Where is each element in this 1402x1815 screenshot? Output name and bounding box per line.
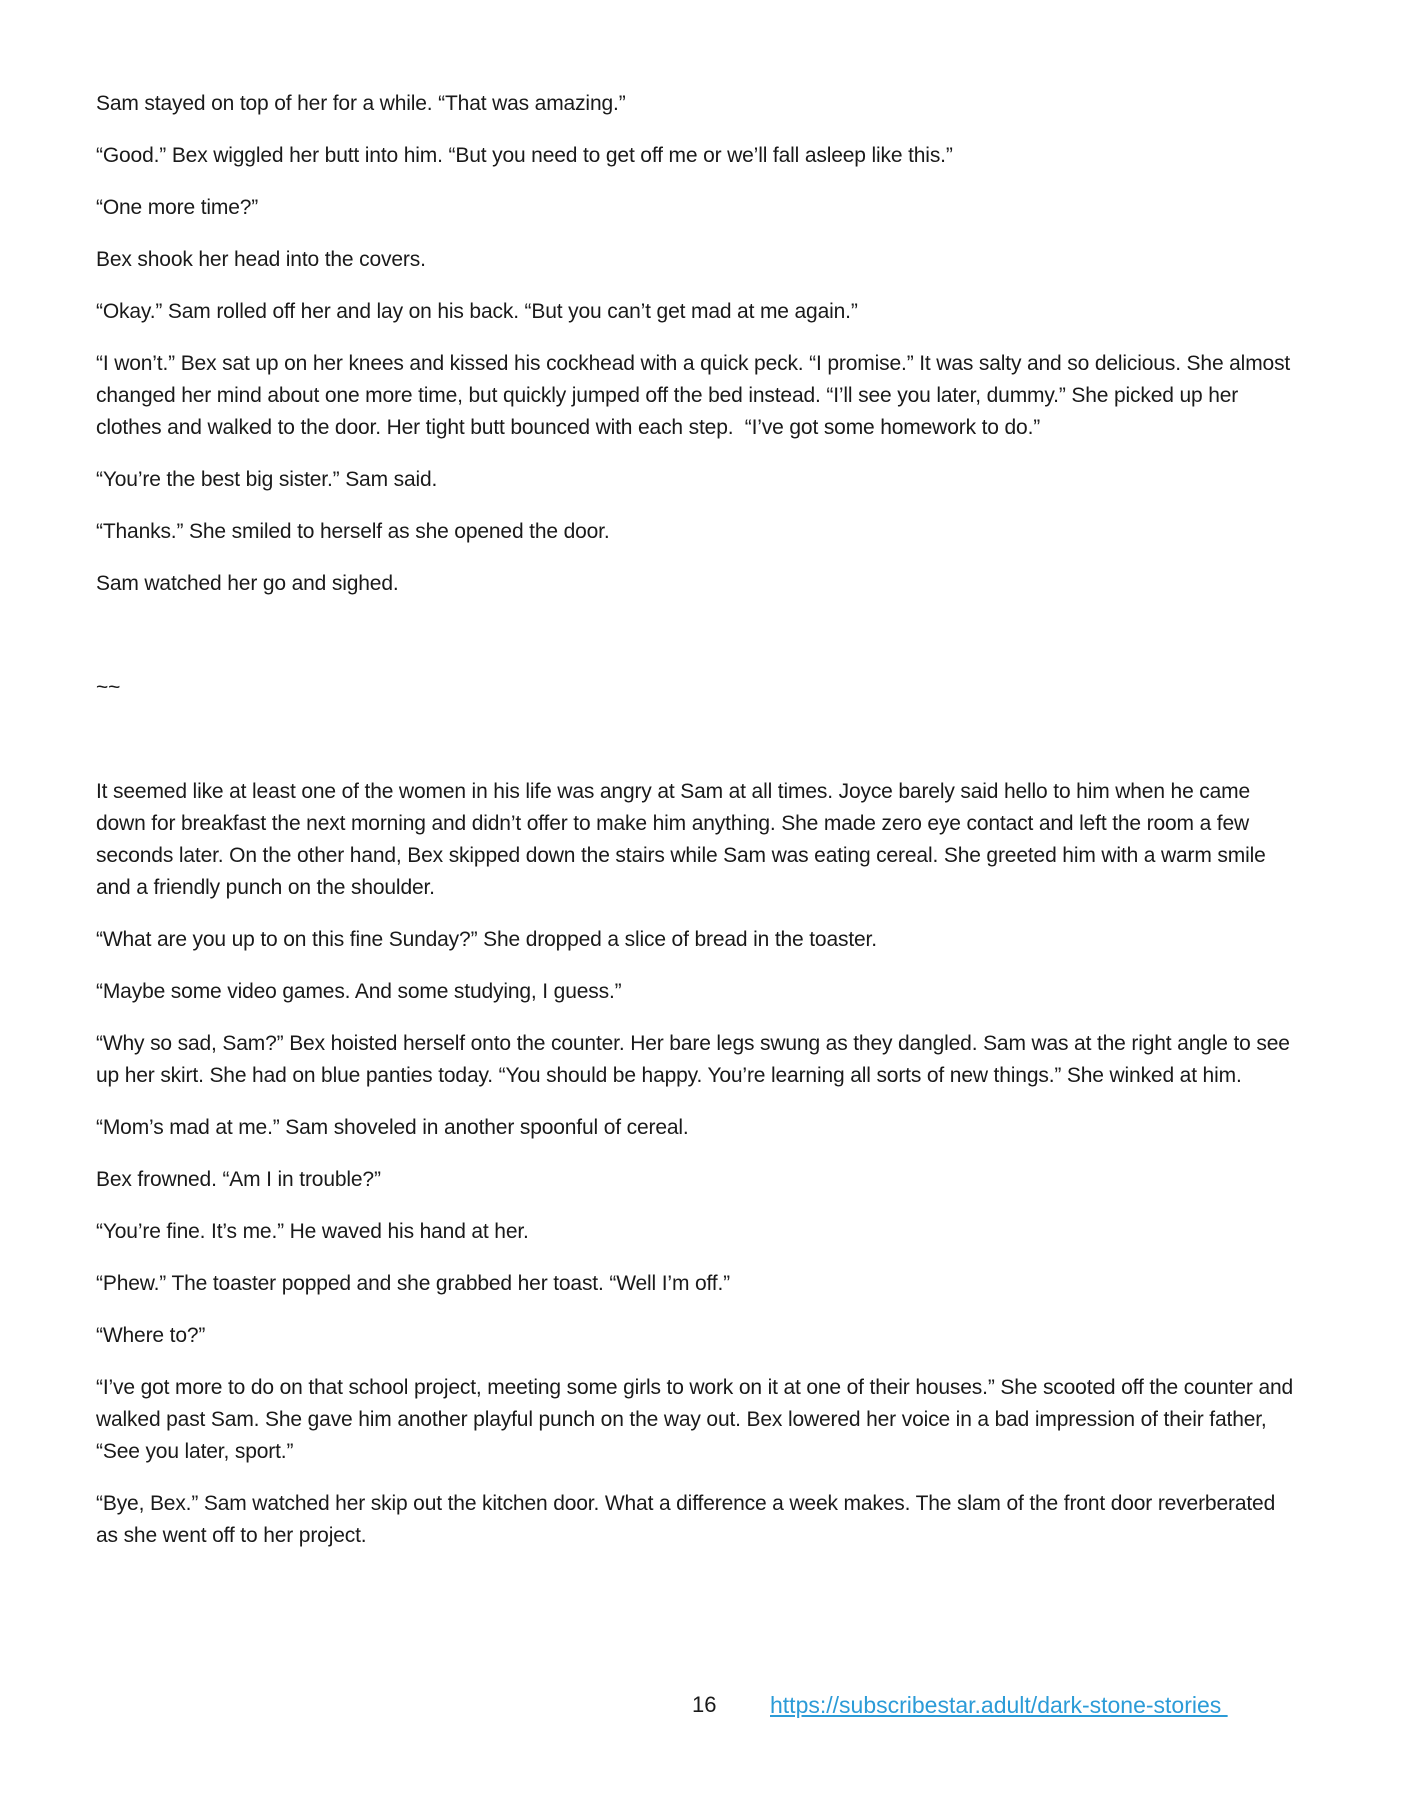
page-number: 16 [692,1692,717,1717]
page-footer [0,1690,1402,1730]
paragraph: “Okay.” Sam rolled off her and lay on his back. “But you can’t get mad at me again.” [96,300,858,323]
paragraph: “One more time?” [96,196,259,219]
paragraph: “Why so sad, Sam?” Bex hoisted herself onto the counter. Her bare legs swung as they dangled. Sam was at the right angle to see up her skirt. She had on blue panties today. “You should be happy. You’re learning all sorts of new things.” She winked at him. [96,1032,1296,1087]
paragraph: It seemed like at least one of the women in his life was angry at Sam at all times. Joyce barely said hello to him when he came down for breakfast the next morning and didn’t offer to make him anything. She made zero eye contact and left the room a few seconds later. On the other hand, Bex skipped down the stairs while Sam was eating cereal. She greeted him with a warm smile and a friendly punch on the shoulder. [96,780,1272,899]
paragraph: “You’re fine. It’s me.” He waved his hand at her. [96,1220,529,1243]
paragraph: Sam stayed on top of her for a while. “That was amazing.” [96,92,626,115]
blank-line [96,620,1302,652]
paragraph: “I won’t.” Bex sat up on her knees and kissed his cockhead with a quick peck. “I promise.” It was salty and so delicious. She almost changed her mind about one more time, but quickly jumped off the bed instead. “I’ll see you later, dummy.” She picked up her clothes and walked to the door. Her tight butt bounced with each step. “I’ve got some homework to do.” [96,352,1296,439]
document-body [96,88,1302,1572]
paragraph: “Good.” Bex wiggled her butt into him. “But you need to get off me or we’ll fall asleep like this.” [96,144,953,167]
paragraph: “Bye, Bex.” Sam watched her skip out the kitchen door. What a difference a week makes. The slam of the front door reverberated as she went off to her project. [96,1492,1281,1547]
paragraph: “What are you up to on this fine Sunday?” She dropped a slice of bread in the toaster. [96,928,877,951]
paragraph: Sam watched her go and sighed. [96,572,399,595]
paragraph: “I’ve got more to do on that school project, meeting some girls to work on it at one of their houses.” She scooted off the counter and walked past Sam. She gave him another playful punch on the way out. Bex lowered her voice in a bad impression of their father, “See you later, sport.” [96,1376,1299,1463]
paragraph: Bex shook her head into the covers. [96,248,426,271]
paragraph: “Phew.” The toaster popped and she grabbed her toast. “Well I’m off.” [96,1272,731,1295]
paragraph: “Maybe some video games. And some studying, I guess.” [96,980,622,1003]
section-divider: ~~ [96,676,121,699]
paragraph: “Thanks.” She smiled to herself as she opened the door. [96,520,610,543]
paragraph: “Where to?” [96,1324,206,1347]
paragraph: “You’re the best big sister.” Sam said. [96,468,438,491]
paragraph: “Mom’s mad at me.” Sam shoveled in another spoonful of cereal. [96,1116,689,1139]
blank-line [96,724,1302,756]
footer-subscribestar-link[interactable]: https://subscribestar.adult/dark-stone-stories [770,1692,1228,1718]
paragraph: Bex frowned. “Am I in trouble?” [96,1168,381,1191]
